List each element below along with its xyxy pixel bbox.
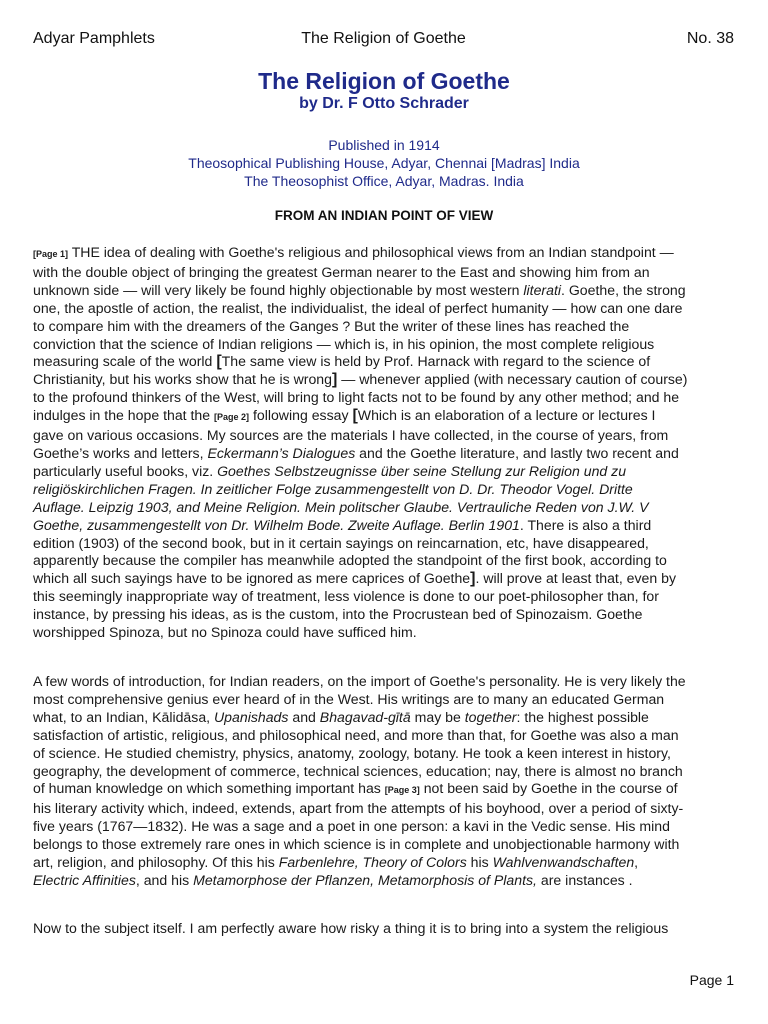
text-line: . Goethe, the strong	[561, 281, 686, 298]
text-line: to compare him with the dreamers of the Ganges ? But the writer of these lines has reached the	[33, 317, 630, 334]
close-bracket: ]	[331, 371, 338, 389]
italic-text: Goethe, zusammengestellt von Dr. Wilhelm Bode. Zweite Auflage. Berlin 1901	[33, 516, 520, 533]
text-line: . There is also a third	[519, 516, 652, 533]
text-line: A few words of introduction, for Indian readers, on the import of Goethe's personality. He is very likely the	[33, 673, 686, 689]
italic-text: Electric Affinities	[33, 871, 136, 888]
page-number: Page 1	[689, 972, 734, 988]
pamphlet-number: No. 38	[686, 30, 734, 47]
text-line: gave on various occasions. My sources are the materials I have collected, in the course of years, from	[33, 427, 669, 444]
text-line: belongs to those extremely rare ones in which science is in complete and unobjectionable harmony with	[33, 836, 680, 853]
text-line: indulges in the hope that the	[33, 407, 215, 424]
text-line: of science. He studied chemistry, physics, anatomy, zoology, botany. He took a keen interest in history,	[33, 744, 671, 761]
italic-text: together	[464, 708, 517, 725]
running-header	[33, 30, 734, 50]
text-line: art, religion, and philosophy. Of this his	[33, 854, 279, 871]
publication-year: Published in 1914	[328, 137, 440, 153]
italic-text: Wahlvenwandschaften	[492, 854, 635, 871]
text-line: what, to an Indian, Kālidāsa,	[33, 708, 214, 725]
text-line: to the profound thinkers of the West, will bring to light facts not to be found by any other method; and he	[33, 389, 680, 406]
text-line: : the highest possible	[516, 708, 649, 725]
text-line: — whenever applied (with necessary caution of course)	[337, 371, 688, 388]
text-line: Now to the subject itself. I am perfectly aware how risky a thing it is to bring into a system the religious	[33, 920, 669, 936]
text-line: THE idea of dealing with Goethe's religious and philosophical views from an Indian standpoint —	[71, 244, 674, 260]
text-line: conviction that the science of Indian religions — which is, in his opinion, the most complete religious	[33, 335, 655, 352]
text-line: satisfaction of artistic, religious, and philosophical need, and more than that, for Goethe was also a man	[33, 726, 679, 743]
publisher-office-line: The Theosophist Office, Adyar, Madras. India	[244, 173, 524, 189]
text-line: his	[466, 854, 493, 871]
page-marker: [Page 3]	[384, 785, 420, 796]
text-line: particularly useful books, viz.	[33, 462, 218, 479]
document-author: by Dr. F Otto Schrader	[299, 95, 469, 112]
text-line: unknown side — will very likely be found highly objectionable by most western	[33, 281, 520, 298]
text-line: The same view is held by Prof. Harnack with regard to the science of	[221, 353, 651, 370]
text-line: which all such sayings have to be ignored as mere caprices of Goethe	[33, 570, 471, 587]
text-line: , and his	[135, 871, 194, 888]
paragraph-1	[33, 244, 733, 642]
text-line: following essay	[249, 407, 353, 424]
text-line: with the double object of bringing the greatest German nearer to the East and showing him from an	[33, 263, 650, 280]
italic-text: Metamorphose der Pflanzen, Metamorphosis of Plants,	[193, 871, 537, 888]
italic-text: Goethes Selbstzeugnisse über seine Stellung zur Religion und zu	[217, 462, 627, 479]
italic-text: Bhagavad-gītā	[319, 708, 411, 725]
text-line: worshipped Spinoza, but no Spinoza could have sufficed him.	[33, 624, 417, 641]
text-line: and	[288, 708, 320, 725]
text-line: Christianity, but his works show that he is wrong	[33, 371, 332, 388]
text-line: five years (1767—1832). He was a sage and a poet in one person: a kavi in the Vedic sense. His mind	[33, 818, 670, 835]
open-bracket: [	[352, 407, 358, 425]
text-line: most comprehensive genius ever heard of in the West. His writings are to many an educated German	[33, 690, 665, 707]
text-line: ,	[634, 854, 639, 871]
text-line: apparently because the compiler has meanwhile adopted the standpoint of the first book, according to	[33, 552, 667, 569]
text-line: Which is an elaboration of a lecture or lectures I	[357, 407, 656, 424]
text-line: not been said by Goethe in the course of	[419, 780, 678, 797]
text-line: and the Goethe literature, and lastly two recent and	[355, 444, 679, 461]
paragraph-3	[33, 920, 733, 938]
close-bracket: ]	[470, 570, 476, 588]
text-line: measuring scale of the world	[33, 353, 217, 370]
page-marker: [Page 2]	[214, 412, 250, 423]
text-line: this seemingly inappropriate way of treatment, less violence is done to our poet-philosopher than, for	[33, 588, 659, 605]
running-title: The Religion of Goethe	[301, 30, 466, 47]
document-title: The Religion of Goethe	[258, 68, 510, 94]
text-line: . will prove at least that, even by	[475, 570, 677, 587]
text-line: may be	[410, 708, 465, 725]
text-line: his literary activity which, indeed, extends, apart from the attempts of his boyhood, over a period of sixty-	[33, 800, 684, 817]
text-line: of human knowledge on which something important has	[33, 780, 385, 797]
publication-info	[0, 136, 768, 190]
italic-text: Farbenlehre, Theory of Colors	[278, 854, 467, 871]
italic-text: literati	[523, 281, 562, 298]
section-heading: FROM AN INDIAN POINT OF VIEW	[274, 208, 494, 223]
text-line: instance, by pressing his ideas, as is the custom, into the Procrustean bed of Spinozaism. Goethe	[33, 606, 643, 623]
title-block	[0, 68, 768, 114]
publisher-line: Theosophical Publishing House, Adyar, Chennai [Madras] India	[188, 155, 580, 171]
series-name: Adyar Pamphlets	[33, 30, 155, 47]
text-line: edition (1903) of the second book, but in it certain sayings on reincarnation, etc, have disappeared,	[33, 534, 649, 551]
italic-text: Upanishads	[214, 708, 289, 725]
open-bracket: [	[216, 353, 222, 371]
italic-text: Eckermann’s Dialogues	[207, 444, 356, 461]
page-marker: [Page 1]	[33, 249, 69, 259]
text-line: are instances .	[536, 871, 633, 888]
text-line: Goethe’s works and letters,	[33, 444, 208, 461]
italic-text: Auflage. Leipzig 1903, and Meine Religion. Mein politscher Glaube. Vertrauliche Reden von J.W. V	[33, 498, 649, 515]
text-line: one, the apostle of action, the realist, the individualist, the ideal of perfect humanity — how can one dare	[33, 299, 683, 316]
paragraph-2	[33, 673, 733, 890]
italic-text: religiöskirchlichen Fragen. In zeitlicher Folge zusammengestellt von D. Dr. Theodor Vogel. Dritte	[33, 480, 633, 497]
text-line: geography, the development of commerce, technical sciences, education; nay, there is almost no branch	[33, 762, 683, 779]
